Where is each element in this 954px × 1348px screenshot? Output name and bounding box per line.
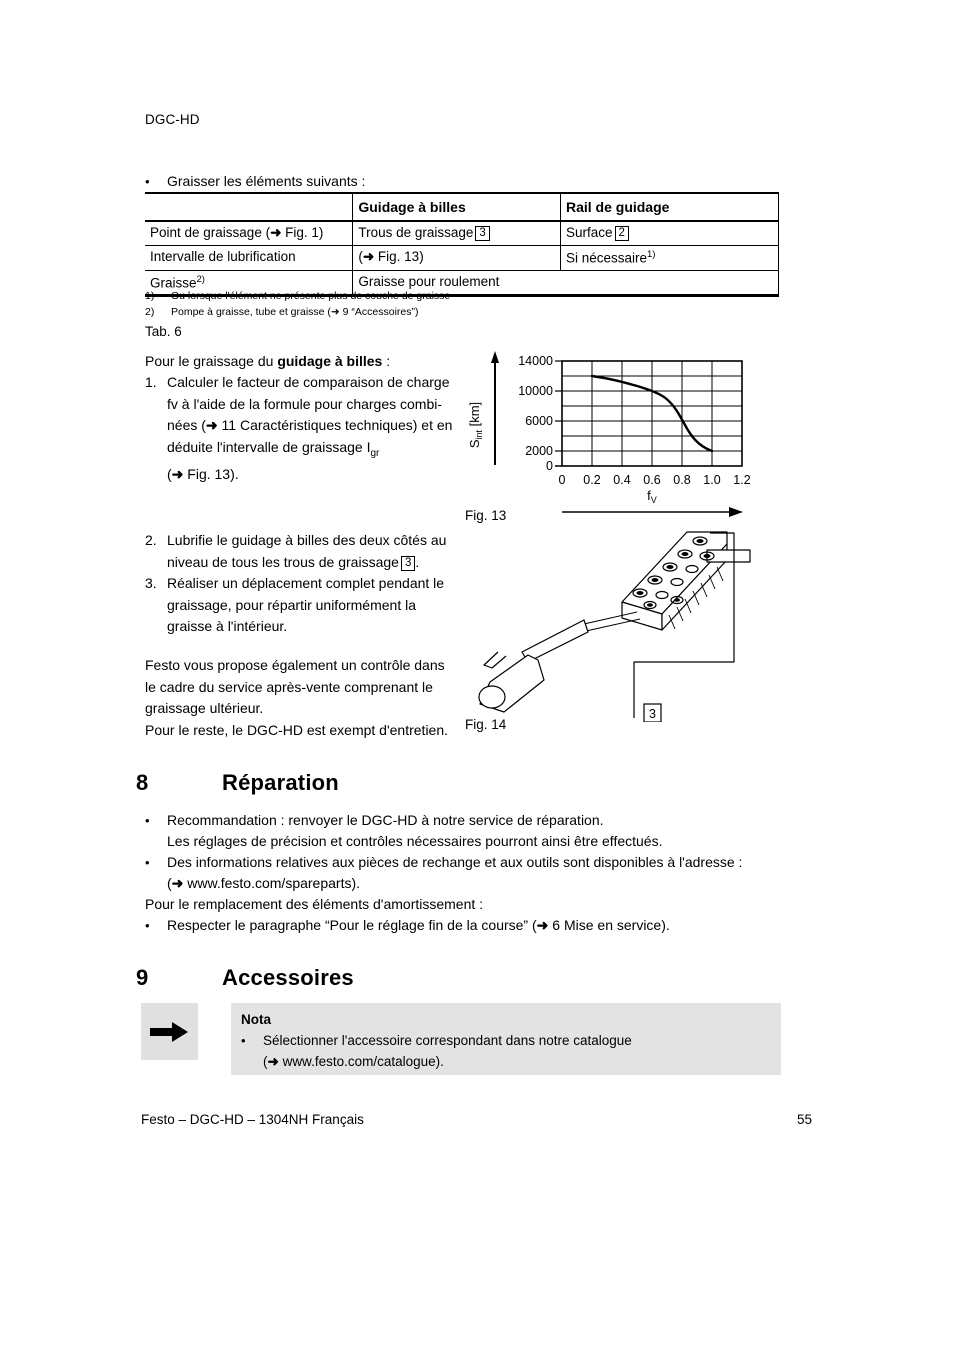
nota-bullet (241, 1030, 771, 1072)
section-8-plain-line: Pour le remplacement des éléments d'amortissement : (145, 896, 484, 912)
section-9-number: 9 (136, 965, 149, 990)
cell-text: Graisse (150, 275, 197, 290)
grease-gun-nozzle (522, 620, 588, 662)
closing-line: graissage ultérieur. (145, 700, 264, 716)
grease-steps-2-3 (145, 530, 465, 638)
xtick-label: 0.4 (613, 473, 631, 487)
footnote-text: Pompe à graisse, tube et graisse (➜ 9 “Accessoires”) (171, 306, 419, 318)
step-line-post: . (415, 553, 420, 570)
y-axis-arrowhead (491, 351, 499, 363)
y-tick-marks (555, 361, 562, 466)
step-line-pre: niveau de tous les trous de graissage (167, 553, 399, 570)
intro-bullet-text: Graisser les éléments suivants : (167, 173, 366, 189)
step-line: Lubrifie le guidage à billes des deux côtés au (167, 532, 447, 548)
step-marker: 2. (145, 532, 157, 548)
grease-step-3 (145, 573, 465, 638)
step-line: Réaliser un déplacement complet pendant le (167, 575, 445, 591)
grease-lead-line (145, 351, 390, 372)
step-body (167, 573, 444, 638)
table-header-cell-rail: Rail de guidage (560, 193, 778, 221)
bullet-body (167, 810, 662, 852)
step-line-pre: ( (167, 465, 172, 482)
footnote-ref: 1) (647, 249, 656, 260)
callout-badge-3 (644, 704, 661, 722)
bullet-icon: • (145, 813, 150, 828)
cell-text-post: Fig. 1) (281, 225, 324, 240)
arrow-right-icon: ➜ (362, 249, 375, 264)
lead-pre: Pour le graissage du (145, 353, 278, 369)
xtick-label: 0.2 (583, 473, 601, 487)
catalogue-link[interactable]: www.festo.com/catalogue). (278, 1054, 444, 1069)
xtick-label: 1.2 (733, 473, 751, 487)
spareparts-link[interactable]: www.festo.com/spareparts). (183, 875, 361, 891)
xtick-label: 0.8 (673, 473, 691, 487)
table-cell-si-necessaire (560, 246, 778, 271)
section-8-bullet (145, 810, 805, 852)
nota-line: Sélectionner l'accessoire correspondant dans notre catalogue (263, 1033, 632, 1048)
footnote-marker: 1) (145, 290, 155, 302)
ytick-label: 2000 (525, 444, 553, 458)
footnote-ref: 2) (196, 273, 205, 285)
figure-14-drawing (462, 522, 772, 722)
table-cell-intervalle: Intervalle de lubrification (145, 246, 353, 271)
x-direction-arrowhead (729, 507, 743, 517)
table-header-cell-guidage: Guidage à billes (353, 193, 561, 221)
figure-14-caption: Fig. 14 (465, 717, 507, 732)
arrow-right-icon (150, 1020, 190, 1044)
arrow-right-icon: ➜ (171, 465, 184, 482)
section-8-number: 8 (136, 770, 149, 795)
bullet-line-pre: Respecter le paragraphe “Pour le réglage fin de la course” ( (167, 917, 537, 933)
arrow-right-icon: ➜ (270, 225, 282, 240)
table-row (145, 246, 779, 271)
figure-13-caption: Fig. 13 (465, 508, 507, 523)
callout-badge: 3 (475, 226, 489, 241)
nota-title: Nota (241, 1012, 271, 1027)
ytick-label: 10000 (518, 384, 553, 398)
cell-text-pre: ( (358, 249, 363, 264)
step-body (167, 530, 446, 573)
section-8-title: Réparation (222, 770, 339, 795)
nota-box (141, 1003, 781, 1075)
lead-bold: guidage à billes (277, 353, 383, 369)
nota-line-pre: ( (263, 1054, 268, 1069)
footnote-item (145, 288, 545, 304)
svg-text:3: 3 (649, 707, 656, 721)
table-footnotes (145, 288, 545, 320)
step-marker: 3. (145, 575, 157, 591)
figure-13-chart (465, 343, 765, 518)
bullet-body (167, 852, 742, 894)
closing-line: le cadre du service après-vente comprenant le (145, 678, 433, 695)
ytick-label: 6000 (525, 414, 553, 428)
step-marker: 1. (145, 374, 157, 390)
section-8-heading (136, 770, 339, 796)
figure14-svg (462, 522, 772, 722)
bullet-icon: • (145, 918, 150, 933)
step-line: graisse à l'intérieur. (167, 618, 288, 634)
chart-svg (465, 343, 765, 518)
step-body (167, 372, 452, 485)
callout-badge: 2 (615, 226, 629, 241)
section-8-bullet (145, 915, 805, 936)
table-cell-graisse-roulement: Graisse pour roulement (353, 270, 779, 296)
step-line-pre: déduite l'intervalle de graissage I (167, 438, 371, 455)
nota-icon-panel (141, 1003, 198, 1060)
footnote-marker: 2) (145, 306, 155, 318)
bullet-line: Recommandation : renvoyer le DGC-HD à notre service de réparation. (167, 812, 604, 828)
xtick-label: 0 (558, 473, 566, 487)
arrow-right-icon: ➜ (171, 875, 184, 891)
closing-line: Festo vous propose également un contrôle dans (145, 657, 445, 673)
bullet-body (167, 915, 670, 936)
step-line: Calculer le facteur de comparaison de charge (167, 374, 450, 390)
nota-bullet-body (263, 1030, 632, 1072)
table-cell-trous-graissage (353, 221, 561, 246)
chart-gridlines (562, 361, 742, 466)
ytick-label: 0 (546, 459, 553, 473)
lubrication-table (145, 192, 779, 297)
closing-line: Pour le reste, le DGC-HD est exempt d'entretien. (145, 721, 449, 738)
ytick-label: 14000 (518, 354, 553, 368)
arrow-right-icon: ➜ (267, 1054, 279, 1069)
step-line: graissage, pour répartir uniformément la (167, 596, 417, 613)
cell-text: Surface (565, 225, 613, 240)
cell-text-pre: Point de graissage ( (150, 225, 271, 240)
footnote-text: Ou lorsque l'élément ne présente plus de couche de graisse (171, 290, 451, 302)
bullet-line: Des informations relatives aux pièces de rechange et aux outils sont disponibles à l'adresse : (167, 854, 743, 870)
callout-badge: 3 (401, 556, 415, 571)
lead-post: : (382, 353, 391, 369)
step-line-post: Fig. 13). (183, 465, 239, 482)
grease-step-1 (145, 372, 465, 485)
cell-text: Trous de graissage (358, 225, 474, 240)
table-cell-surface (560, 221, 778, 246)
table-header-cell-blank (145, 193, 353, 221)
cell-text: Si nécessaire (565, 250, 648, 266)
grease-gun-cap (479, 686, 505, 708)
table-row (145, 221, 779, 246)
section-9-title: Accessoires (222, 965, 354, 990)
arrow-right-icon: ➜ (205, 417, 218, 433)
bullet-icon: • (241, 1033, 246, 1048)
table-caption: Tab. 6 (145, 324, 182, 339)
table-cell-fig13-ref (353, 246, 561, 271)
bullet-icon: • (145, 174, 150, 189)
xtick-label: 0.6 (643, 473, 661, 487)
nota-content (231, 1003, 781, 1075)
intro-bullet (145, 171, 785, 192)
bullet-line-post: 6 Mise en service). (548, 917, 670, 933)
bullet-icon: • (145, 855, 150, 870)
table-cell-point-graissage (145, 221, 353, 246)
footer-page-number: 55 (796, 1112, 812, 1127)
closing-paragraph (145, 655, 455, 741)
bullet-line-pre: ( (167, 875, 172, 891)
table-header-row (145, 193, 779, 221)
step-line: fv à l'aide de la formule pour charges combi- (167, 395, 443, 412)
subscript: gr (370, 447, 380, 459)
chart-ylabel: $S_{int}$ [km] (467, 401, 484, 449)
footer-left-text: Festo – DGC-HD – 1304NH Français (141, 1112, 364, 1127)
running-head: DGC-HD (145, 112, 200, 127)
step-line-post: 11 Caractéristiques techniques) et en (217, 417, 453, 433)
section-8-body (145, 810, 805, 936)
footnote-item (145, 304, 545, 320)
arrow-right-icon: ➜ (536, 917, 549, 933)
cell-text-post: Fig. 13) (374, 249, 424, 264)
bullet-line: Les réglages de précision et contrôles nécessaires pourront ainsi être effectués. (167, 833, 663, 849)
step-line-pre: nées ( (167, 417, 206, 433)
section-9-heading (136, 965, 354, 991)
section-8-bullet (145, 852, 805, 894)
grease-step-2 (145, 530, 465, 573)
chart-xlabel: $f_V$ (647, 488, 657, 505)
xtick-label: 1.0 (703, 473, 721, 487)
grease-gun-trigger (484, 652, 506, 668)
